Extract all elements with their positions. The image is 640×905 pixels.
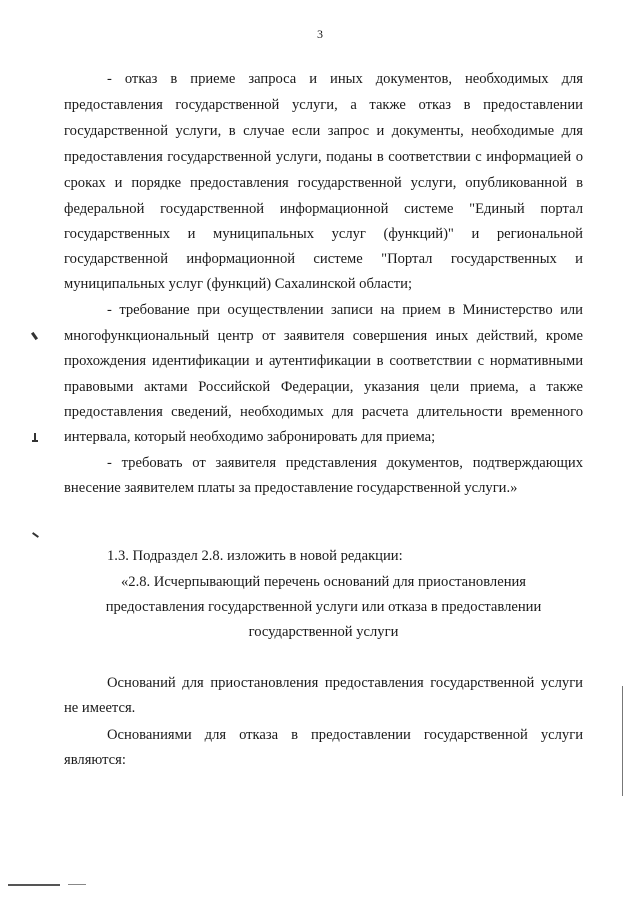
paragraph-line: - требование при осуществлении записи на прием в Министерство или [107, 302, 583, 318]
subsection-title-line: «2.8. Исчерпывающий перечень оснований для приостановления [120, 574, 527, 590]
paragraph-line: предоставления государственной услуги, поданы в соответствии с информацией о [64, 149, 583, 165]
paragraph-line: сроках и порядке предоставления государственной услуги, опубликованной в [64, 175, 583, 191]
paragraph-line: прохождения идентификации и аутентификации в соответствии с нормативными [64, 353, 583, 369]
paragraph-line: федеральной государственной информационной системе "Единый портал [64, 201, 583, 217]
page-number: 3 [317, 27, 323, 41]
paragraph-line: не имеется. [64, 700, 136, 716]
paragraph-line: предоставления сведений, необходимых для расчета длительности временного [64, 404, 583, 420]
scan-edge-mark [68, 884, 86, 885]
scan-mark [34, 433, 36, 441]
paragraph-line: - требовать от заявителя представления документов, подтверждающих [107, 455, 583, 471]
paragraph-line: предоставления государственной услуги, а также отказ в предоставлении [64, 97, 583, 113]
paragraph-line: - отказ в приеме запроса и иных документов, необходимых для [107, 71, 583, 87]
paragraph-line: внесение заявителем платы за предоставление государственной услуги.» [64, 480, 518, 496]
scan-mark [31, 332, 38, 340]
paragraph-line: муниципальных услуг (функций) Сахалинской области; [64, 276, 413, 292]
paragraph-line: интервала, который необходимо забронировать для приема; [64, 429, 436, 445]
scan-edge-mark [8, 884, 60, 886]
paragraph-line: многофункциональный центр от заявителя совершения иных действий, кроме [64, 328, 583, 344]
subsection-title-line: государственной услуги [248, 624, 399, 640]
section-heading: 1.3. Подраздел 2.8. изложить в новой редакции: [107, 548, 403, 564]
paragraph-line: правовыми актами Российской Федерации, указания цели приема, а также [64, 379, 583, 395]
subsection-title-line: предоставления государственной услуги или отказа в предоставлении [105, 599, 542, 615]
paragraph-line: являются: [64, 752, 126, 768]
paragraph-line: государственной услуги, в случае если запрос и документы, необходимые для [64, 123, 583, 139]
scan-mark [32, 532, 39, 538]
paragraph-line: Оснований для приостановления предоставления государственной услуги [107, 675, 583, 691]
paragraph-line: государственных и муниципальных услуг (функций)" и региональной [64, 226, 583, 242]
paragraph-line: государственной информационной системе "Портал государственных и [64, 251, 583, 267]
paragraph-line: Основаниями для отказа в предоставлении государственной услуги [107, 727, 583, 743]
scan-edge-mark [622, 686, 623, 796]
